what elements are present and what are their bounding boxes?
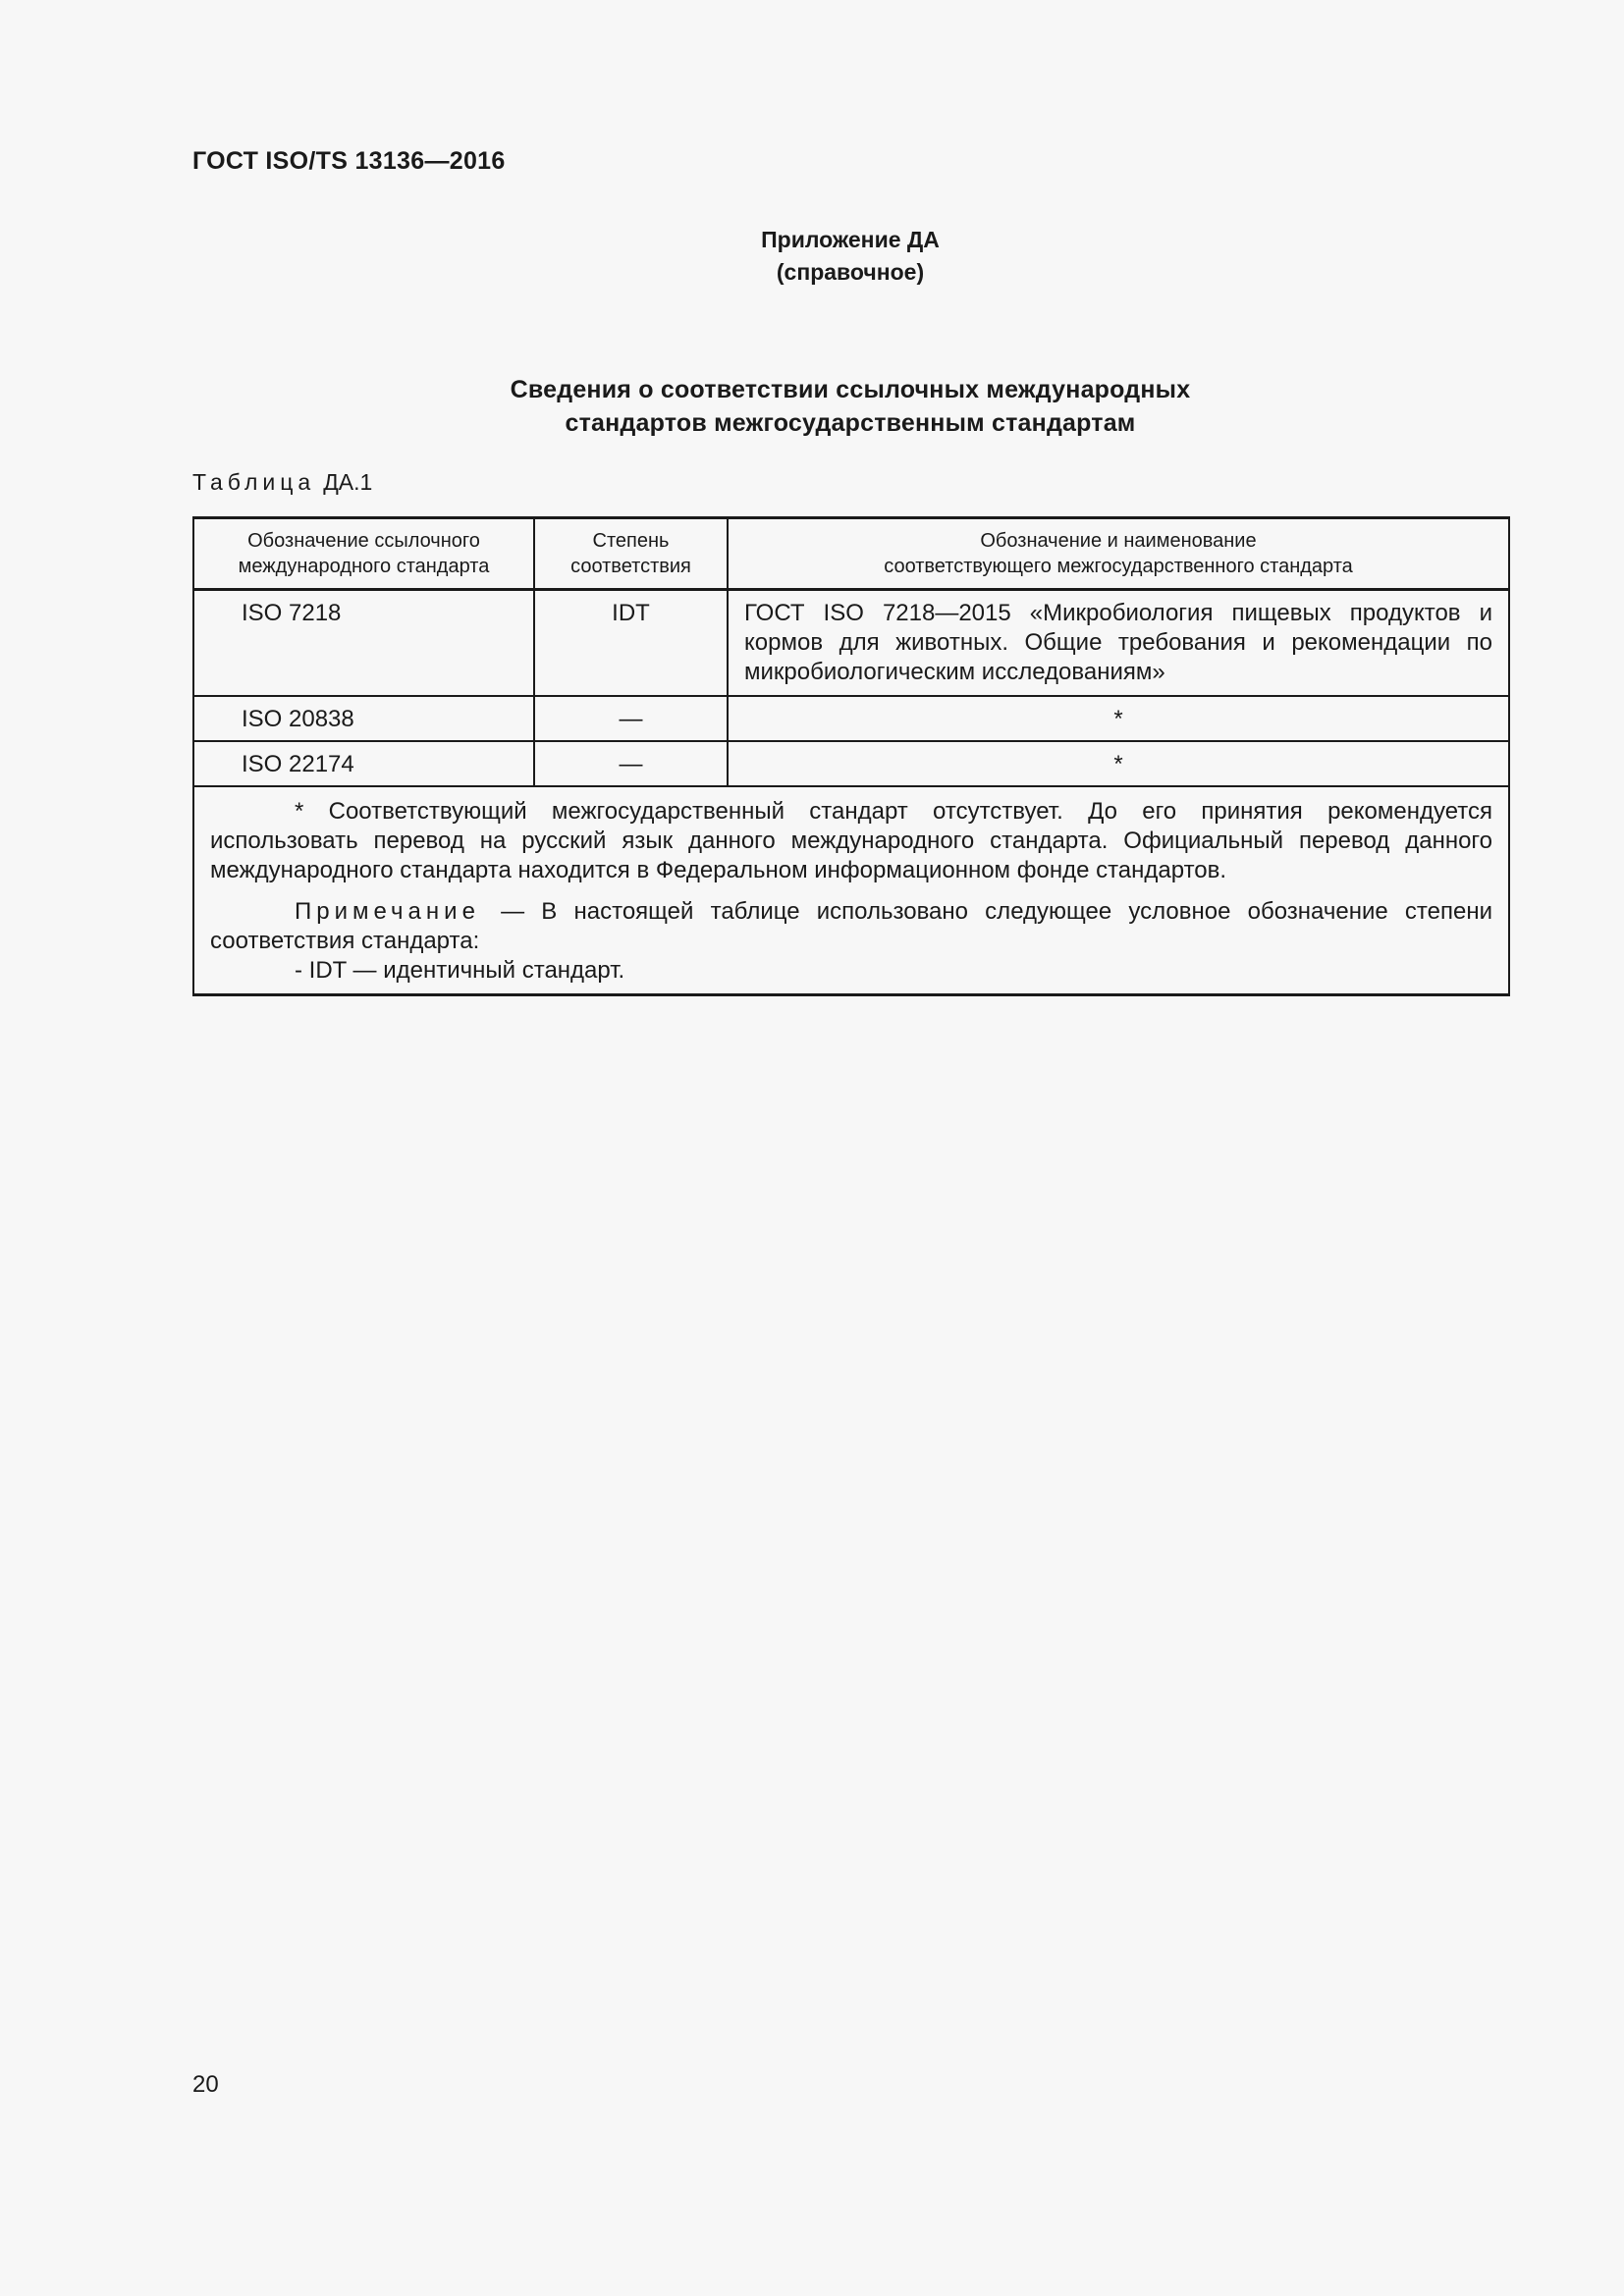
table-row: [193, 741, 1509, 786]
note-text: — В настоящей таблице использовано следующее условное обозначение степени соответствия стандарта:: [210, 898, 1492, 954]
table-header-row: [193, 518, 1509, 590]
table-caption: [192, 469, 372, 496]
header-degree-line-2: соответствия: [570, 556, 691, 577]
cell-gost: *: [728, 741, 1509, 786]
table-notes: [193, 786, 1509, 995]
header-interstate-standard: [728, 518, 1509, 590]
standards-table: [192, 516, 1510, 996]
appendix-subtitle: (справочное): [776, 259, 925, 285]
note-item: - IDT — идентичный стандарт.: [295, 957, 625, 984]
table-notes-row: [193, 786, 1509, 995]
table-row: [193, 590, 1509, 697]
table-caption-word: Таблица: [192, 469, 316, 495]
cell-iso: ISO 22174: [193, 741, 534, 786]
cell-degree: —: [534, 696, 728, 741]
appendix-title: Приложение ДА: [761, 227, 940, 252]
cell-gost: *: [728, 696, 1509, 741]
table-footnote: * Соответствующий межгосударственный стандарт отсутствует. До его принятия рекомендуется использовать перевод на русский язык данного международного стандарта. Официальный перевод данного международного стандарта находится в Федеральном информационном фонде стандартов.: [210, 798, 1492, 883]
header-degree: [534, 518, 728, 590]
table-caption-id: ДА.1: [323, 469, 373, 495]
header-intl-standard: [193, 518, 534, 590]
section-title: [192, 373, 1508, 440]
cell-degree: —: [534, 741, 728, 786]
cell-iso: ISO 20838: [193, 696, 534, 741]
header-interstate-standard-line-2: соответствующего межгосударственного стандарта: [884, 556, 1353, 577]
cell-degree: IDT: [534, 590, 728, 697]
page-number: 20: [192, 2071, 219, 2098]
section-title-line-2: стандартов межгосударственным стандартам: [565, 409, 1136, 437]
document-header: ГОСТ ISO/TS 13136—2016: [192, 147, 506, 175]
table-row: [193, 696, 1509, 741]
header-intl-standard-line-2: международного стандарта: [238, 556, 490, 577]
section-title-line-1: Сведения о соответствии ссылочных международных: [510, 376, 1191, 403]
header-interstate-standard-line-1: Обозначение и наименование: [980, 530, 1257, 552]
note-label: Примечание: [295, 898, 480, 925]
cell-gost: ГОСТ ISO 7218—2015 «Микробиология пищевых продуктов и кормов для животных. Общие требования и рекомендации по микробиологическим исследованиям»: [728, 590, 1509, 697]
table-note: [210, 897, 1492, 956]
appendix-heading: [192, 224, 1508, 289]
header-degree-line-1: Степень: [592, 530, 670, 552]
cell-iso: ISO 7218: [193, 590, 534, 697]
header-intl-standard-line-1: Обозначение ссылочного: [247, 530, 480, 552]
